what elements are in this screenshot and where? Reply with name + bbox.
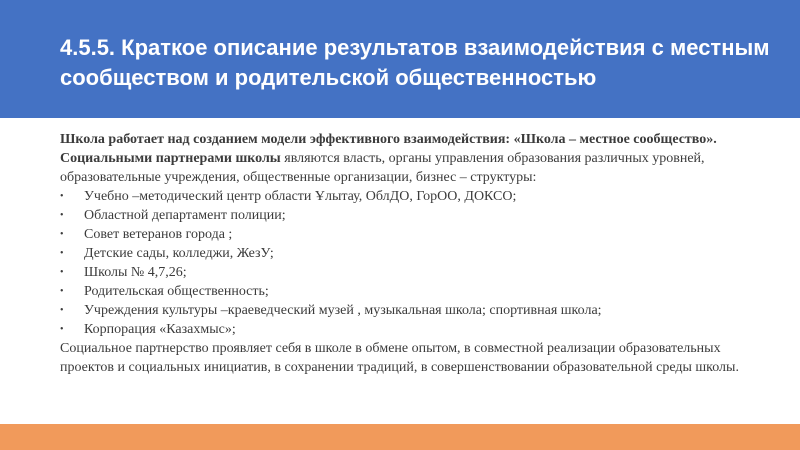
list-item	[60, 187, 750, 206]
list-item	[60, 244, 750, 263]
list-item	[60, 225, 750, 244]
title-banner	[0, 0, 800, 118]
list-item	[60, 206, 750, 225]
list-item-text: Областной департамент полиции;	[84, 208, 286, 223]
slide-title: 4.5.5. Краткое описание результатов взаимодействия с местным сообществом и родительской общественностью	[60, 35, 770, 90]
footer-accent-bar	[0, 424, 800, 450]
bullet-icon: •	[60, 267, 64, 278]
bullet-icon: •	[60, 248, 64, 259]
list-item-text: Родительская общественность;	[84, 284, 269, 299]
bullet-icon: •	[60, 210, 64, 221]
list-item	[60, 320, 750, 339]
bullet-icon: •	[60, 191, 64, 202]
intro-paragraph	[60, 130, 750, 187]
list-item	[60, 301, 750, 320]
list-item-text: Детские сады, колледжи, ЖезУ;	[84, 246, 274, 261]
bullet-icon: •	[60, 229, 64, 240]
conclusion-paragraph: Социальное партнерство проявляет себя в школе в обмене опытом, в совместной реализации образовательных проектов и социальных инициатив, в сохранении традиций, в совершенствовании образовательной среды школы.	[60, 341, 739, 375]
list-item-text: Учреждения культуры –краеведческий музей , музыкальная школа; спортивная школа;	[84, 303, 602, 318]
bullet-icon: •	[60, 286, 64, 297]
list-item-text: Совет ветеранов города ;	[84, 227, 233, 242]
list-item-text: Школы № 4,7,26;	[84, 265, 187, 280]
partners-bold-text: Социальными партнерами школы	[60, 151, 281, 166]
list-item	[60, 282, 750, 301]
list-item	[60, 263, 750, 282]
list-item-text: Корпорация «Казахмыс»;	[84, 322, 236, 337]
partner-list	[60, 187, 750, 339]
intro-normal-text: являются власть, органы управления образования различных уровней, образовательные учреждения, общественные организации, бизнес – структуры:	[60, 151, 705, 185]
list-item-text: Учебно –методический центр области Ұлытау, ОблДО, ГорОО, ДОКСО;	[84, 189, 517, 204]
bullet-icon: •	[60, 324, 64, 335]
bullet-icon: •	[60, 305, 64, 316]
intro-bold-text: Школа работает над созданием модели эффективного взаимодействия: «Школа – местное сообщество».	[60, 132, 717, 147]
slide-content	[60, 130, 750, 377]
